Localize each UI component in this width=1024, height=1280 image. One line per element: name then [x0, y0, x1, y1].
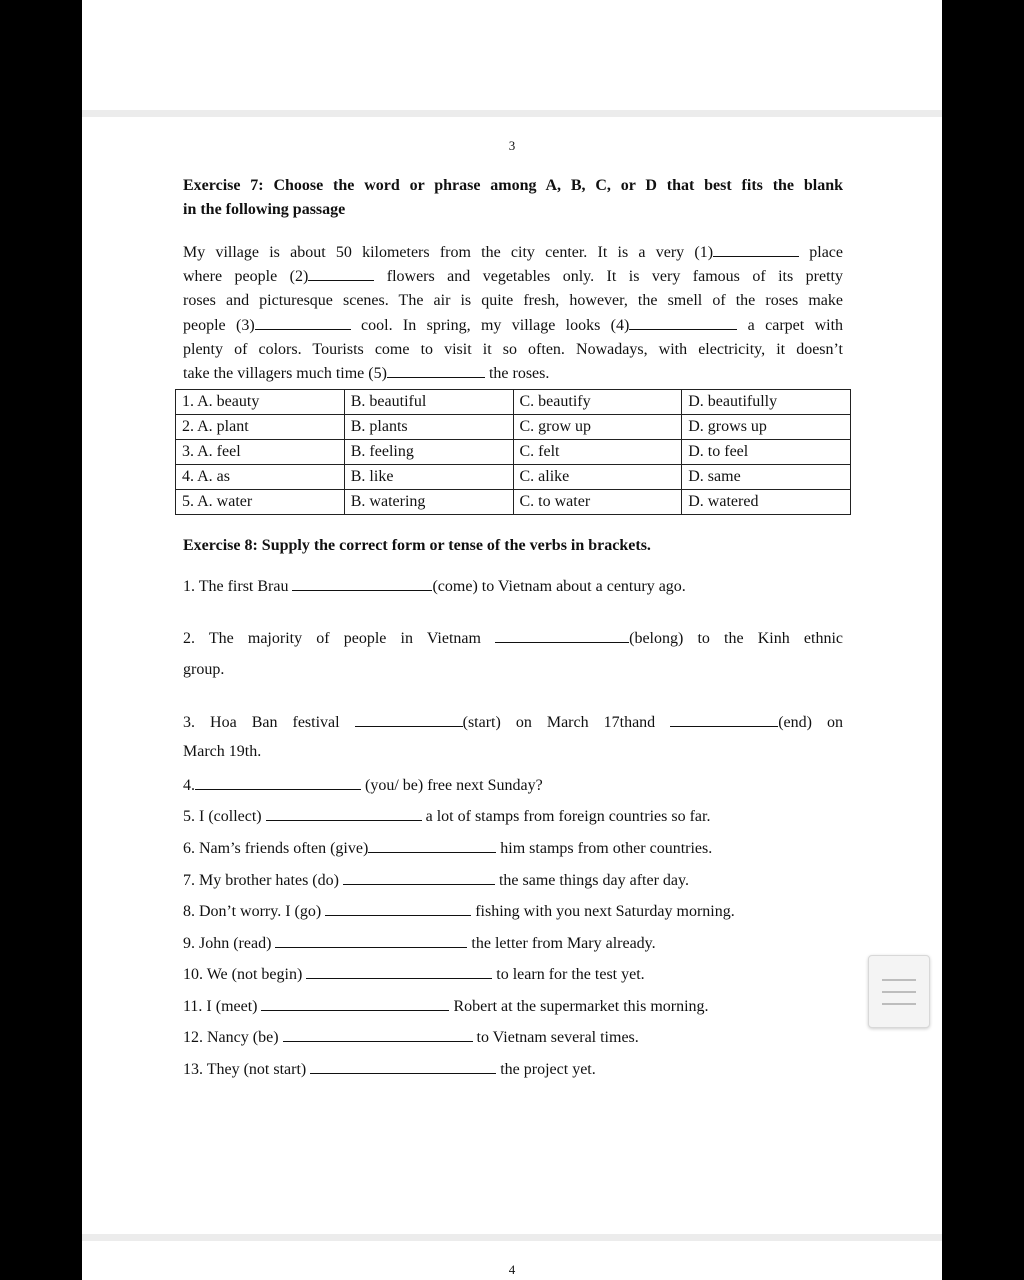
answer-blank[interactable] — [495, 629, 629, 643]
document-page — [82, 0, 942, 1280]
answer-blank[interactable] — [261, 997, 449, 1011]
passage-line: plenty of colors. Tourists come to visit it so often. Nowadays, with electricity, it doesn’t — [183, 340, 843, 358]
answer-blank-3[interactable] — [255, 316, 351, 330]
answer-blank[interactable] — [310, 1060, 496, 1074]
options-row — [176, 390, 851, 415]
exercise8-title: Exercise 8: Supply the correct form or tense of the verbs in brackets. — [183, 537, 651, 554]
option-cell[interactable]: B. beautiful — [344, 390, 513, 415]
passage-line: roses and picturesque scenes. The air is quite fresh, however, the smell of the roses make — [183, 292, 843, 310]
hamburger-menu-icon — [882, 979, 916, 981]
answer-blank[interactable] — [266, 807, 422, 821]
question-8: 8. Don’t worry. I (go) fishing with you next Saturday morning. — [183, 903, 735, 920]
answer-blank[interactable] — [325, 902, 471, 916]
option-cell[interactable]: D. beautifully — [682, 390, 851, 415]
option-cell[interactable]: 2. A. plant — [176, 415, 345, 440]
option-cell[interactable]: 3. A. feel — [176, 440, 345, 465]
question-3: 3. Hoa Ban festival (start) on March 17thand (end) on — [183, 714, 843, 731]
options-row — [176, 465, 851, 490]
option-cell[interactable]: C. grow up — [513, 415, 682, 440]
exercise7-title — [183, 174, 843, 222]
option-cell[interactable]: C. felt — [513, 440, 682, 465]
page-number-bottom: 4 — [508, 1262, 516, 1277]
passage-line: My village is about 50 kilometers from the city center. It is a very (1) place — [183, 244, 843, 261]
answer-blank-5[interactable] — [387, 364, 485, 378]
option-cell[interactable]: D. watered — [682, 490, 851, 515]
answer-blank[interactable] — [195, 776, 361, 790]
answer-blank[interactable] — [283, 1028, 473, 1042]
hamburger-menu-button[interactable] — [868, 955, 930, 1028]
passage-line: take the villagers much time (5) the roses. — [183, 365, 550, 383]
option-cell[interactable]: B. like — [344, 465, 513, 490]
page-separator — [82, 110, 942, 117]
question-6: 6. Nam’s friends often (give) him stamps from other countries. — [183, 840, 713, 857]
exercise7-title-line1: Exercise 7: Choose the word or phrase among A, B, C, or D that best fits the blank — [183, 177, 843, 194]
options-row — [176, 415, 851, 440]
options-table — [175, 389, 851, 515]
question-13: 13. They (not start) the project yet. — [183, 1061, 596, 1078]
option-cell[interactable]: 5. A. water — [176, 490, 345, 515]
options-row — [176, 490, 851, 515]
option-cell[interactable]: D. same — [682, 465, 851, 490]
option-cell[interactable]: D. to feel — [682, 440, 851, 465]
question-10: 10. We (not begin) to learn for the test yet. — [183, 966, 645, 983]
question-5: 5. I (collect) a lot of stamps from foreign countries so far. — [183, 808, 711, 825]
question-9: 9. John (read) the letter from Mary already. — [183, 935, 656, 952]
options-row — [176, 440, 851, 465]
option-cell[interactable]: C. beautify — [513, 390, 682, 415]
hamburger-menu-icon — [882, 1003, 916, 1005]
option-cell[interactable]: C. alike — [513, 465, 682, 490]
answer-blank[interactable] — [355, 713, 463, 727]
hamburger-menu-icon — [882, 991, 916, 993]
page-number-top: 3 — [508, 138, 516, 153]
option-cell[interactable]: D. grows up — [682, 415, 851, 440]
exercise7-passage — [183, 241, 843, 386]
answer-blank[interactable] — [306, 965, 492, 979]
passage-line: people (3) cool. In spring, my village looks (4) a carpet with — [183, 316, 844, 334]
option-cell[interactable]: B. plants — [344, 415, 513, 440]
question-11: 11. I (meet) Robert at the supermarket this morning. — [183, 998, 709, 1015]
answer-blank-1[interactable] — [713, 243, 799, 257]
question-7: 7. My brother hates (do) the same things day after day. — [183, 872, 689, 889]
passage-line: where people (2) flowers and vegetables only. It is very famous of its pretty — [183, 268, 843, 286]
answer-blank-4[interactable] — [629, 316, 737, 330]
question-3-continued: March 19th. — [183, 743, 262, 760]
answer-blank[interactable] — [343, 871, 495, 885]
answer-blank-2[interactable] — [308, 267, 374, 281]
option-cell[interactable]: B. feeling — [344, 440, 513, 465]
exercise7-title-line2: in the following passage — [183, 201, 346, 218]
page-separator — [82, 1234, 942, 1241]
option-cell[interactable]: 4. A. as — [176, 465, 345, 490]
answer-blank[interactable] — [275, 934, 467, 948]
answer-blank[interactable] — [670, 713, 778, 727]
question-2: 2. The majority of people in Vietnam (belong) to the Kinh ethnic — [183, 630, 843, 647]
question-1: 1. The first Brau (come) to Vietnam about a century ago. — [183, 578, 686, 595]
question-4: 4. (you/ be) free next Sunday? — [183, 777, 543, 794]
option-cell[interactable]: 1. A. beauty — [176, 390, 345, 415]
option-cell[interactable]: C. to water — [513, 490, 682, 515]
question-12: 12. Nancy (be) to Vietnam several times. — [183, 1029, 639, 1046]
answer-blank[interactable] — [292, 577, 432, 591]
option-cell[interactable]: B. watering — [344, 490, 513, 515]
answer-blank[interactable] — [368, 839, 496, 853]
question-2-continued: group. — [183, 661, 225, 678]
